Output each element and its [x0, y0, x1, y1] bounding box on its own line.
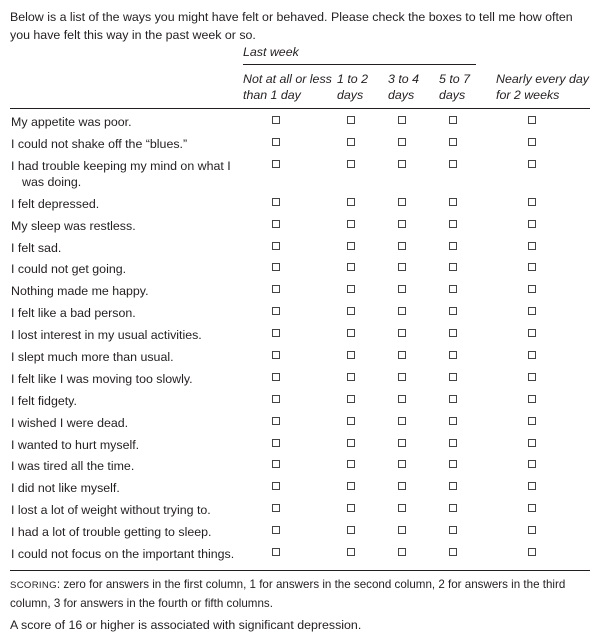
table-row: [10, 367, 590, 389]
column-header-3-to-4-days: 3 to 4 days: [388, 72, 420, 102]
frequency-checkbox-col-5[interactable]: [528, 460, 536, 468]
instructions-text: Below is a list of the ways you might have felt or behaved. Please check the boxes to tell me how often you have felt this way in the past week or so.: [10, 10, 573, 42]
frequency-checkbox-col-5[interactable]: [528, 417, 536, 425]
frequency-checkbox-col-1[interactable]: [272, 373, 280, 381]
frequency-checkbox-col-5[interactable]: [528, 242, 536, 250]
frequency-checkbox-col-5[interactable]: [528, 116, 536, 124]
item-label: I wished I were dead.: [11, 415, 129, 430]
table-row: [10, 192, 590, 214]
frequency-checkbox-col-4[interactable]: [449, 417, 457, 425]
frequency-checkbox-col-4[interactable]: [449, 116, 457, 124]
frequency-checkbox-col-5[interactable]: [528, 482, 536, 490]
frequency-checkbox-col-4[interactable]: [449, 504, 457, 512]
frequency-checkbox-col-1[interactable]: [272, 439, 280, 447]
frequency-checkbox-col-4[interactable]: [449, 395, 457, 403]
frequency-checkbox-col-5[interactable]: [528, 263, 536, 271]
frequency-checkbox-col-4[interactable]: [449, 285, 457, 293]
frequency-checkbox-col-2[interactable]: [347, 160, 355, 168]
frequency-checkbox-col-2[interactable]: [347, 242, 355, 250]
frequency-checkbox-col-5[interactable]: [528, 138, 536, 146]
column-header-not-at-all: Not at all or less than 1 day: [243, 72, 332, 102]
item-label: I slept much more than usual.: [11, 350, 174, 365]
frequency-checkbox-col-1[interactable]: [272, 220, 280, 228]
questionnaire-items: [10, 110, 590, 564]
frequency-checkbox-col-1[interactable]: [272, 329, 280, 337]
table-row: [10, 411, 590, 433]
frequency-checkbox-col-5[interactable]: [528, 285, 536, 293]
frequency-checkbox-col-4[interactable]: [449, 160, 457, 168]
frequency-checkbox-col-2[interactable]: [347, 504, 355, 512]
table-row: [10, 323, 590, 345]
frequency-checkbox-col-2[interactable]: [347, 220, 355, 228]
frequency-checkbox-col-1[interactable]: [272, 417, 280, 425]
item-label: I lost interest in my usual activities.: [11, 328, 202, 343]
frequency-checkbox-col-4[interactable]: [449, 548, 457, 556]
item-label: I felt depressed.: [11, 196, 100, 211]
table-row: [10, 345, 590, 367]
frequency-checkbox-col-3[interactable]: [398, 329, 406, 337]
frequency-checkbox-col-1[interactable]: [272, 504, 280, 512]
table-row: [10, 214, 590, 236]
frequency-checkbox-col-1[interactable]: [272, 263, 280, 271]
scoring-note: [10, 576, 594, 613]
frequency-checkbox-col-2[interactable]: [347, 439, 355, 447]
frequency-checkbox-col-3[interactable]: [398, 263, 406, 271]
frequency-checkbox-col-1[interactable]: [272, 482, 280, 490]
table-row: [10, 110, 590, 132]
frequency-checkbox-col-4[interactable]: [449, 307, 457, 315]
frequency-checkbox-col-2[interactable]: [347, 329, 355, 337]
item-label: I was tired all the time.: [11, 459, 135, 474]
frequency-checkbox-col-5[interactable]: [528, 504, 536, 512]
table-row: [10, 542, 590, 564]
frequency-checkbox-col-3[interactable]: [398, 198, 406, 206]
footer-divider: [10, 570, 590, 571]
frequency-checkbox-col-2[interactable]: [347, 417, 355, 425]
frequency-checkbox-col-1[interactable]: [272, 307, 280, 315]
frequency-checkbox-col-3[interactable]: [398, 351, 406, 359]
frequency-checkbox-col-1[interactable]: [272, 160, 280, 168]
frequency-checkbox-col-3[interactable]: [398, 307, 406, 315]
frequency-checkbox-col-5[interactable]: [528, 220, 536, 228]
frequency-checkbox-col-5[interactable]: [528, 548, 536, 556]
frequency-checkbox-col-3[interactable]: [398, 504, 406, 512]
item-label: I could not focus on the important things.: [11, 547, 235, 562]
frequency-checkbox-col-5[interactable]: [528, 307, 536, 315]
frequency-checkbox-col-1[interactable]: [272, 116, 280, 124]
item-label: I could not shake off the “blues.”: [11, 136, 188, 151]
frequency-checkbox-col-4[interactable]: [449, 263, 457, 271]
frequency-checkbox-col-4[interactable]: [449, 138, 457, 146]
item-label: I felt sad.: [11, 240, 62, 255]
frequency-checkbox-col-3[interactable]: [398, 285, 406, 293]
frequency-checkbox-col-4[interactable]: [449, 526, 457, 534]
header-divider: [10, 108, 590, 109]
frequency-checkbox-col-4[interactable]: [449, 198, 457, 206]
frequency-checkbox-col-5[interactable]: [528, 395, 536, 403]
frequency-checkbox-col-3[interactable]: [398, 220, 406, 228]
table-row: [10, 257, 590, 279]
scoring-label: SCORING: [10, 580, 57, 591]
item-label: I felt like a bad person.: [11, 306, 136, 321]
frequency-checkbox-col-1[interactable]: [272, 242, 280, 250]
scoring-text: : zero for answers in the first column, 1 for answers in the second column, 2 for answers in the third column, 3 for answers in the fourth or fifth columns.: [10, 578, 566, 610]
frequency-checkbox-col-2[interactable]: [347, 395, 355, 403]
frequency-checkbox-col-5[interactable]: [528, 351, 536, 359]
frequency-checkbox-col-2[interactable]: [347, 263, 355, 271]
frequency-checkbox-col-1[interactable]: [272, 285, 280, 293]
item-label: I could not get going.: [11, 262, 127, 277]
frequency-checkbox-col-2[interactable]: [347, 285, 355, 293]
frequency-checkbox-col-3[interactable]: [398, 460, 406, 468]
frequency-checkbox-col-3[interactable]: [398, 395, 406, 403]
frequency-checkbox-col-2[interactable]: [347, 307, 355, 315]
table-row: [10, 236, 590, 258]
item-label: I lost a lot of weight without trying to.: [11, 503, 211, 518]
table-row: [10, 389, 590, 411]
frequency-checkbox-col-1[interactable]: [272, 526, 280, 534]
frequency-checkbox-col-5[interactable]: [528, 373, 536, 381]
table-row: [10, 154, 590, 192]
item-label: I did not like myself.: [11, 481, 120, 496]
frequency-checkbox-col-5[interactable]: [528, 439, 536, 447]
table-row: [10, 132, 590, 154]
frequency-checkbox-col-2[interactable]: [347, 373, 355, 381]
frequency-checkbox-col-4[interactable]: [449, 460, 457, 468]
frequency-checkbox-col-1[interactable]: [272, 460, 280, 468]
table-row: [10, 433, 590, 455]
item-label: I had a lot of trouble getting to sleep.: [11, 525, 212, 540]
frequency-checkbox-col-5[interactable]: [528, 329, 536, 337]
frequency-checkbox-col-2[interactable]: [347, 460, 355, 468]
threshold-note: A score of 16 or higher is associated with significant depression.: [10, 618, 362, 632]
frequency-checkbox-col-4[interactable]: [449, 373, 457, 381]
table-row: [10, 476, 590, 498]
table-row: [10, 520, 590, 542]
frequency-checkbox-col-2[interactable]: [347, 548, 355, 556]
frequency-checkbox-col-3[interactable]: [398, 160, 406, 168]
item-label: My appetite was poor.: [11, 115, 132, 129]
item-label: My sleep was restless.: [11, 218, 136, 233]
frequency-checkbox-col-3[interactable]: [398, 526, 406, 534]
table-row: [10, 279, 590, 301]
frequency-checkbox-col-2[interactable]: [347, 198, 355, 206]
column-header-1-to-2-days: 1 to 2 days: [337, 72, 369, 102]
frequency-checkbox-col-4[interactable]: [449, 242, 457, 250]
frequency-checkbox-col-5[interactable]: [528, 160, 536, 168]
frequency-checkbox-col-2[interactable]: [347, 116, 355, 124]
frequency-checkbox-col-4[interactable]: [449, 351, 457, 359]
table-row: [10, 301, 590, 323]
item-label: I felt fidgety.: [11, 393, 77, 408]
item-label: Nothing made me happy.: [11, 284, 149, 299]
item-label: I had trouble keeping my mind on what I was doing.: [11, 158, 231, 189]
frequency-checkbox-col-2[interactable]: [347, 351, 355, 359]
frequency-checkbox-col-4[interactable]: [449, 220, 457, 228]
frequency-checkbox-col-3[interactable]: [398, 242, 406, 250]
frequency-checkbox-col-2[interactable]: [347, 526, 355, 534]
frequency-checkbox-col-2[interactable]: [347, 482, 355, 490]
frequency-checkbox-col-3[interactable]: [398, 439, 406, 447]
frequency-checkbox-col-4[interactable]: [449, 329, 457, 337]
frequency-checkbox-col-3[interactable]: [398, 417, 406, 425]
frequency-checkbox-col-2[interactable]: [347, 138, 355, 146]
frequency-checkbox-col-1[interactable]: [272, 138, 280, 146]
frequency-checkbox-col-1[interactable]: [272, 198, 280, 206]
column-header-nearly-every-day: Nearly every day for 2 weeks: [496, 72, 589, 102]
frequency-checkbox-col-1[interactable]: [272, 548, 280, 556]
table-row: [10, 454, 590, 476]
frequency-checkbox-col-1[interactable]: [272, 351, 280, 359]
frequency-checkbox-col-3[interactable]: [398, 482, 406, 490]
frequency-checkbox-col-3[interactable]: [398, 116, 406, 124]
frequency-checkbox-col-1[interactable]: [272, 395, 280, 403]
item-label: I felt like I was moving too slowly.: [11, 371, 193, 386]
table-row: [10, 498, 590, 520]
frequency-checkbox-col-5[interactable]: [528, 526, 536, 534]
frequency-checkbox-col-5[interactable]: [528, 198, 536, 206]
frequency-checkbox-col-3[interactable]: [398, 138, 406, 146]
last-week-group-label: Last week: [243, 45, 299, 59]
frequency-checkbox-col-3[interactable]: [398, 548, 406, 556]
frequency-checkbox-col-3[interactable]: [398, 373, 406, 381]
column-header-5-to-7-days: 5 to 7 days: [439, 72, 471, 102]
frequency-checkbox-col-4[interactable]: [449, 439, 457, 447]
frequency-checkbox-col-4[interactable]: [449, 482, 457, 490]
last-week-underline: [243, 64, 476, 65]
item-label: I wanted to hurt myself.: [11, 437, 140, 452]
